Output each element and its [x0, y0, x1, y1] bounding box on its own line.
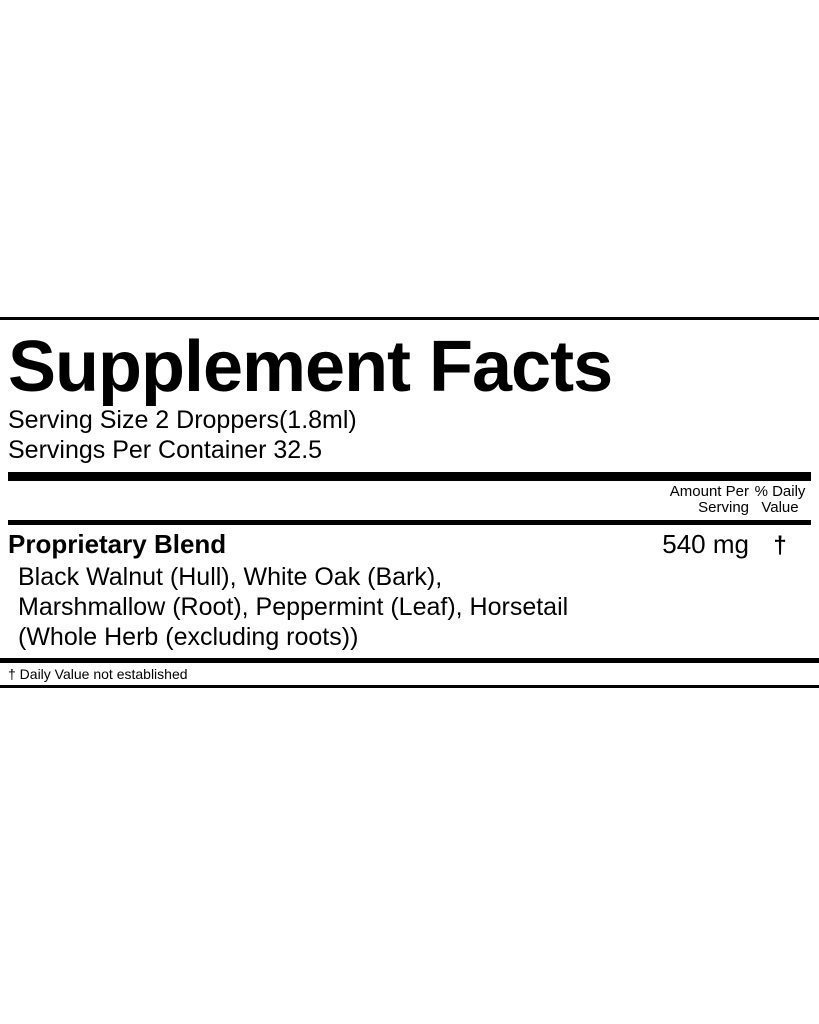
amount-per-serving-line2: Serving [698, 499, 749, 517]
divider-thick-top [8, 472, 811, 481]
footnote-text: † Daily Value not established [8, 666, 188, 683]
panel-inner [0, 327, 819, 658]
list-item: (Whole Herb (excluding roots)) [18, 623, 359, 652]
supplement-facts-panel [0, 317, 819, 688]
serving-size-text: Serving Size 2 Droppers(1.8ml) [8, 405, 357, 434]
table-row [8, 525, 811, 560]
list-item: Marshmallow (Root), Peppermint (Leaf), Horsetail [18, 593, 569, 622]
ingredients-list [8, 560, 811, 658]
blend-name: Proprietary Blend [8, 529, 227, 560]
servings-per-container-text: Servings Per Container 32.5 [8, 436, 323, 465]
amount-per-serving-header [641, 484, 749, 518]
amount-per-serving-line1: Amount Per [669, 482, 749, 500]
blend-daily-value: † [773, 532, 787, 560]
list-item: Black Walnut (Hull), White Oak (Bark), [18, 563, 443, 592]
daily-value-line1: % Daily [754, 482, 806, 500]
column-headers [8, 481, 811, 521]
daily-value-line2: Value [761, 499, 799, 517]
page-title: Supplement Facts [8, 327, 613, 407]
daily-value-header [749, 484, 811, 518]
blend-amount: 540 mg [662, 529, 749, 560]
footnote-wrap [0, 663, 819, 685]
